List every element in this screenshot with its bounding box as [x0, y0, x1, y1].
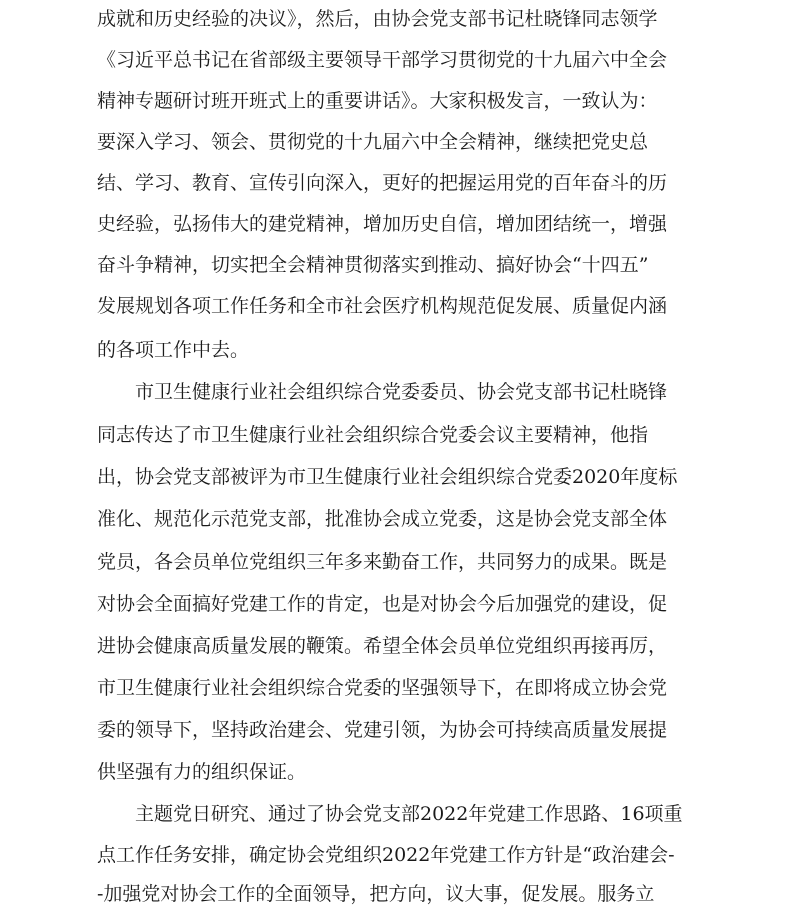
text-line: 的各项工作中去。	[97, 339, 250, 361]
text-line: 供坚强有力的组织保证。	[97, 761, 307, 783]
paragraph-first-line: 市卫生健康行业社会组织综合党委委员、协会党支部书记杜晓锋	[135, 381, 668, 403]
text-line: 要深入学习、领会、贯彻党的十九届六中全会精神，继续把党史总	[97, 131, 649, 153]
text-line: 成就和历史经验的决议》，然后，由协会党支部书记杜晓锋同志领学	[97, 8, 658, 30]
text-line: -加强党对协会工作的全面领导，把方向，议大事，促发展。服务立	[97, 883, 655, 905]
text-line: 史经验，弘扬伟大的建党精神，增加历史自信，增加团结统一，增强	[97, 213, 668, 235]
text-line: 市卫生健康行业社会组织综合党委的坚强领导下，在即将成立协会党	[97, 677, 668, 699]
text-line: 同志传达了市卫生健康行业社会组织综合党委会议主要精神，他指	[97, 424, 649, 446]
text-line: 对协会全面搞好党建工作的肯定，也是对协会今后加强党的建设，促	[97, 593, 668, 615]
text-line: 准化、规范化示范党支部，批准协会成立党委，这是协会党支部全体	[97, 508, 668, 530]
text-line: 出，协会党支部被评为市卫生健康行业社会组织综合党委2020年度标	[97, 466, 678, 488]
text-line: 点工作任务安排，确定协会党组织2022年党建工作方针是“政治建会-	[97, 844, 675, 866]
text-line: 奋斗争精神，切实把全会精神贯彻落实到推动、搞好协会“十四五”	[97, 254, 649, 276]
text-line: 《习近平总书记在省部级主要领导干部学习贯彻党的十九届六中全会	[97, 49, 668, 71]
text-line: 委的领导下，坚持政治建会、党建引领，为协会可持续高质量发展提	[97, 719, 668, 741]
text-line: 党员，各会员单位党组织三年多来勤奋工作，共同努力的成果。既是	[97, 551, 668, 573]
paragraph-first-line: 主题党日研究、通过了协会党支部2022年党建工作思路、16项重	[135, 803, 683, 825]
text-line: 发展规划各项工作任务和全市社会医疗机构规范促发展、质量促内涵	[97, 295, 668, 317]
text-line: 结、学习、教育、宣传引向深入，更好的把握运用党的百年奋斗的历	[97, 172, 668, 194]
text-line: 进协会健康高质量发展的鞭策。希望全体会员单位党组织再接再厉，	[97, 635, 668, 657]
text-line: 精神专题研讨班开班式上的重要讲话》。大家积极发言，一致认为：	[97, 90, 658, 112]
